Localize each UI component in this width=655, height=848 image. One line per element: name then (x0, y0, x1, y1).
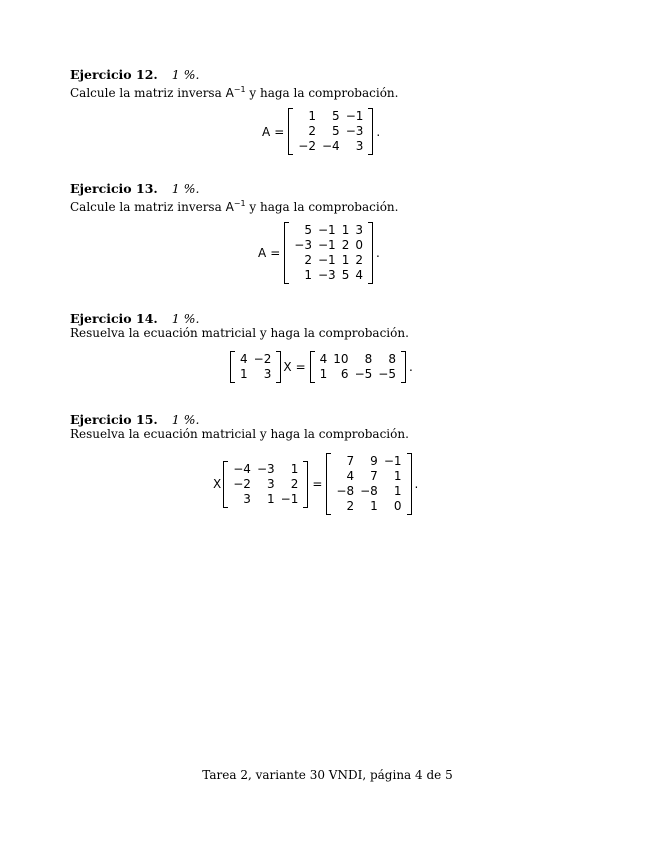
matrix-row (333, 484, 404, 499)
matrix-cell: 1 (267, 491, 275, 506)
matrix-cell: 0 (393, 499, 402, 513)
matrix-cell: 2 (341, 238, 350, 252)
exercise-title: Ejercicio 13. (70, 181, 158, 196)
matrix-a (288, 108, 373, 155)
equation-period: . (375, 246, 380, 260)
matrix-row (295, 139, 366, 154)
instruction-text: Calcule la matriz inversa (70, 86, 226, 100)
matrix-cell: 8 (388, 352, 396, 366)
matrix-cell: 1 (370, 499, 378, 513)
matrix-cell: 3 (355, 223, 363, 237)
coefficient-matrix (230, 351, 281, 383)
matrix-cell: 9 (370, 454, 378, 468)
matrix-cell: −3 (294, 238, 312, 252)
matrix-body (317, 352, 399, 382)
matrix-cell: 8 (364, 352, 373, 366)
exercise-instruction: Resuelva la ecuación matricial y haga la comprobación. (70, 427, 409, 441)
equals-sign: = (312, 477, 323, 491)
exercise-header (70, 412, 590, 427)
exercise-instruction (70, 196, 590, 215)
equation-period: . (414, 477, 419, 491)
exercise-title: Ejercicio 14. (70, 311, 158, 326)
exercise-title: Ejercicio 15. (70, 412, 158, 427)
matrix-row (333, 454, 404, 469)
left-bracket (288, 108, 293, 155)
matrix-row (317, 352, 399, 367)
matrix-row (230, 462, 301, 477)
equation-period: . (376, 124, 381, 139)
right-bracket (276, 351, 281, 383)
matrix-symbol: A (225, 200, 234, 214)
matrix-cell: −3 (256, 461, 275, 476)
equation-period: . (408, 360, 413, 374)
matrix-cell: 1 (290, 461, 299, 476)
matrix-cell: 3 (243, 491, 251, 506)
matrix-cell: 1 (341, 223, 350, 237)
matrix-row (237, 367, 274, 382)
matrix-cell: 3 (263, 367, 272, 381)
matrix-body (230, 462, 301, 507)
matrix-row (295, 109, 366, 124)
right-bracket (368, 108, 373, 155)
matrix-cell: 5 (332, 124, 340, 138)
matrix-symbol: A (225, 86, 234, 100)
matrix-cell: 3 (267, 476, 275, 491)
exercise-header (70, 67, 590, 82)
matrix-cell: −1 (317, 223, 336, 237)
exercise-weight: 1 %. (171, 311, 200, 326)
matrix-cell: −1 (383, 454, 402, 468)
matrix-row (333, 469, 404, 484)
left-bracket (310, 351, 315, 383)
matrix-cell: 7 (370, 469, 378, 483)
left-bracket (326, 453, 331, 515)
lhs-symbol: A (258, 246, 267, 260)
matrix-a (284, 222, 373, 284)
equation-14 (230, 351, 413, 383)
page-footer: Tarea 2, variante 30 VNDI, página 4 de 5 (202, 768, 453, 782)
matrix-row (291, 238, 366, 253)
matrix-body (291, 223, 366, 283)
matrix-row (230, 492, 301, 507)
matrix-row (291, 268, 366, 283)
matrix-cell: 6 (340, 367, 349, 381)
matrix-cell: 1 (393, 469, 402, 483)
equation-13 (258, 222, 380, 284)
matrix-row (333, 499, 404, 514)
exercise-weight: 1 %. (171, 67, 200, 82)
matrix-cell: 2 (290, 476, 299, 491)
matrix-cell: −2 (233, 476, 251, 491)
equals-sign: = (295, 360, 306, 374)
equals-sign: = (270, 246, 281, 260)
matrix-cell: 1 (341, 253, 350, 267)
matrix-row (230, 477, 301, 492)
right-bracket (368, 222, 373, 284)
matrix-cell: −1 (280, 491, 299, 506)
matrix-cell: −2 (253, 352, 272, 366)
matrix-cell: 5 (332, 109, 340, 123)
matrix-cell: 10 (333, 352, 349, 366)
exercise-15 (70, 412, 590, 442)
inverse-exponent: −1 (233, 199, 246, 208)
matrix-cell: −8 (360, 484, 378, 498)
matrix-cell: 4 (346, 469, 355, 483)
matrix-cell: 1 (304, 268, 312, 282)
matrix-cell: 7 (346, 454, 355, 468)
matrix-row (317, 367, 399, 382)
matrix-cell: −2 (298, 139, 316, 153)
equation-15 (213, 453, 418, 515)
matrix-cell: 1 (240, 367, 248, 381)
instruction-text: y haga la comprobación. (245, 86, 399, 100)
matrix-body (237, 352, 274, 382)
matrix-cell: −8 (336, 484, 355, 498)
equals-sign: = (274, 124, 285, 139)
exercise-weight: 1 %. (171, 181, 200, 196)
matrix-row (291, 223, 366, 238)
lhs-symbol: A (262, 124, 271, 139)
matrix-cell: 1 (393, 484, 402, 498)
instruction-text: Calcule la matriz inversa (70, 200, 226, 214)
matrix-row (237, 352, 274, 367)
exercise-header (70, 181, 590, 196)
matrix-body (295, 109, 366, 154)
exercise-instruction (70, 82, 590, 101)
matrix-cell: 0 (355, 238, 363, 252)
matrix-row (295, 124, 366, 139)
right-bracket (401, 351, 406, 383)
matrix-cell: 4 (240, 352, 248, 366)
matrix-cell: 5 (304, 223, 312, 237)
matrix-cell: 2 (355, 253, 363, 267)
equation-12 (262, 108, 380, 155)
matrix-cell: −1 (317, 238, 336, 252)
matrix-cell: 5 (341, 268, 350, 282)
inverse-exponent: −1 (233, 85, 246, 94)
right-bracket (407, 453, 412, 515)
matrix-body (333, 454, 404, 514)
matrix-cell: −3 (317, 268, 336, 282)
exercise-header (70, 311, 590, 326)
matrix-cell: −4 (233, 461, 251, 476)
exercise-weight: 1 %. (171, 412, 200, 427)
unknown-matrix-symbol: X (283, 360, 292, 374)
result-matrix (310, 351, 406, 383)
exercise-instruction: Resuelva la ecuación matricial y haga la comprobación. (70, 326, 409, 340)
left-bracket (284, 222, 289, 284)
matrix-cell: 2 (304, 253, 312, 267)
exercise-13 (70, 181, 590, 215)
matrix-cell: −1 (345, 109, 364, 123)
matrix-cell: 2 (308, 124, 316, 138)
exercise-14 (70, 311, 590, 341)
result-matrix (326, 453, 411, 515)
exercise-title: Ejercicio 12. (70, 67, 158, 82)
matrix-cell: 1 (308, 109, 316, 123)
left-bracket (223, 461, 228, 508)
left-bracket (230, 351, 235, 383)
matrix-cell: 4 (319, 352, 328, 366)
coefficient-matrix (223, 461, 308, 508)
matrix-cell: 2 (346, 499, 355, 513)
exercise-12 (70, 67, 590, 101)
matrix-cell: −5 (354, 367, 373, 381)
matrix-cell: −4 (321, 139, 340, 153)
matrix-cell: 3 (355, 139, 364, 153)
matrix-cell: −1 (317, 253, 336, 267)
matrix-cell: 1 (319, 367, 328, 381)
matrix-cell: −5 (378, 367, 396, 381)
matrix-cell: −3 (345, 124, 364, 138)
matrix-row (291, 253, 366, 268)
instruction-text: y haga la comprobación. (245, 200, 399, 214)
matrix-cell: 4 (355, 268, 363, 282)
unknown-matrix-symbol: X (213, 477, 222, 491)
